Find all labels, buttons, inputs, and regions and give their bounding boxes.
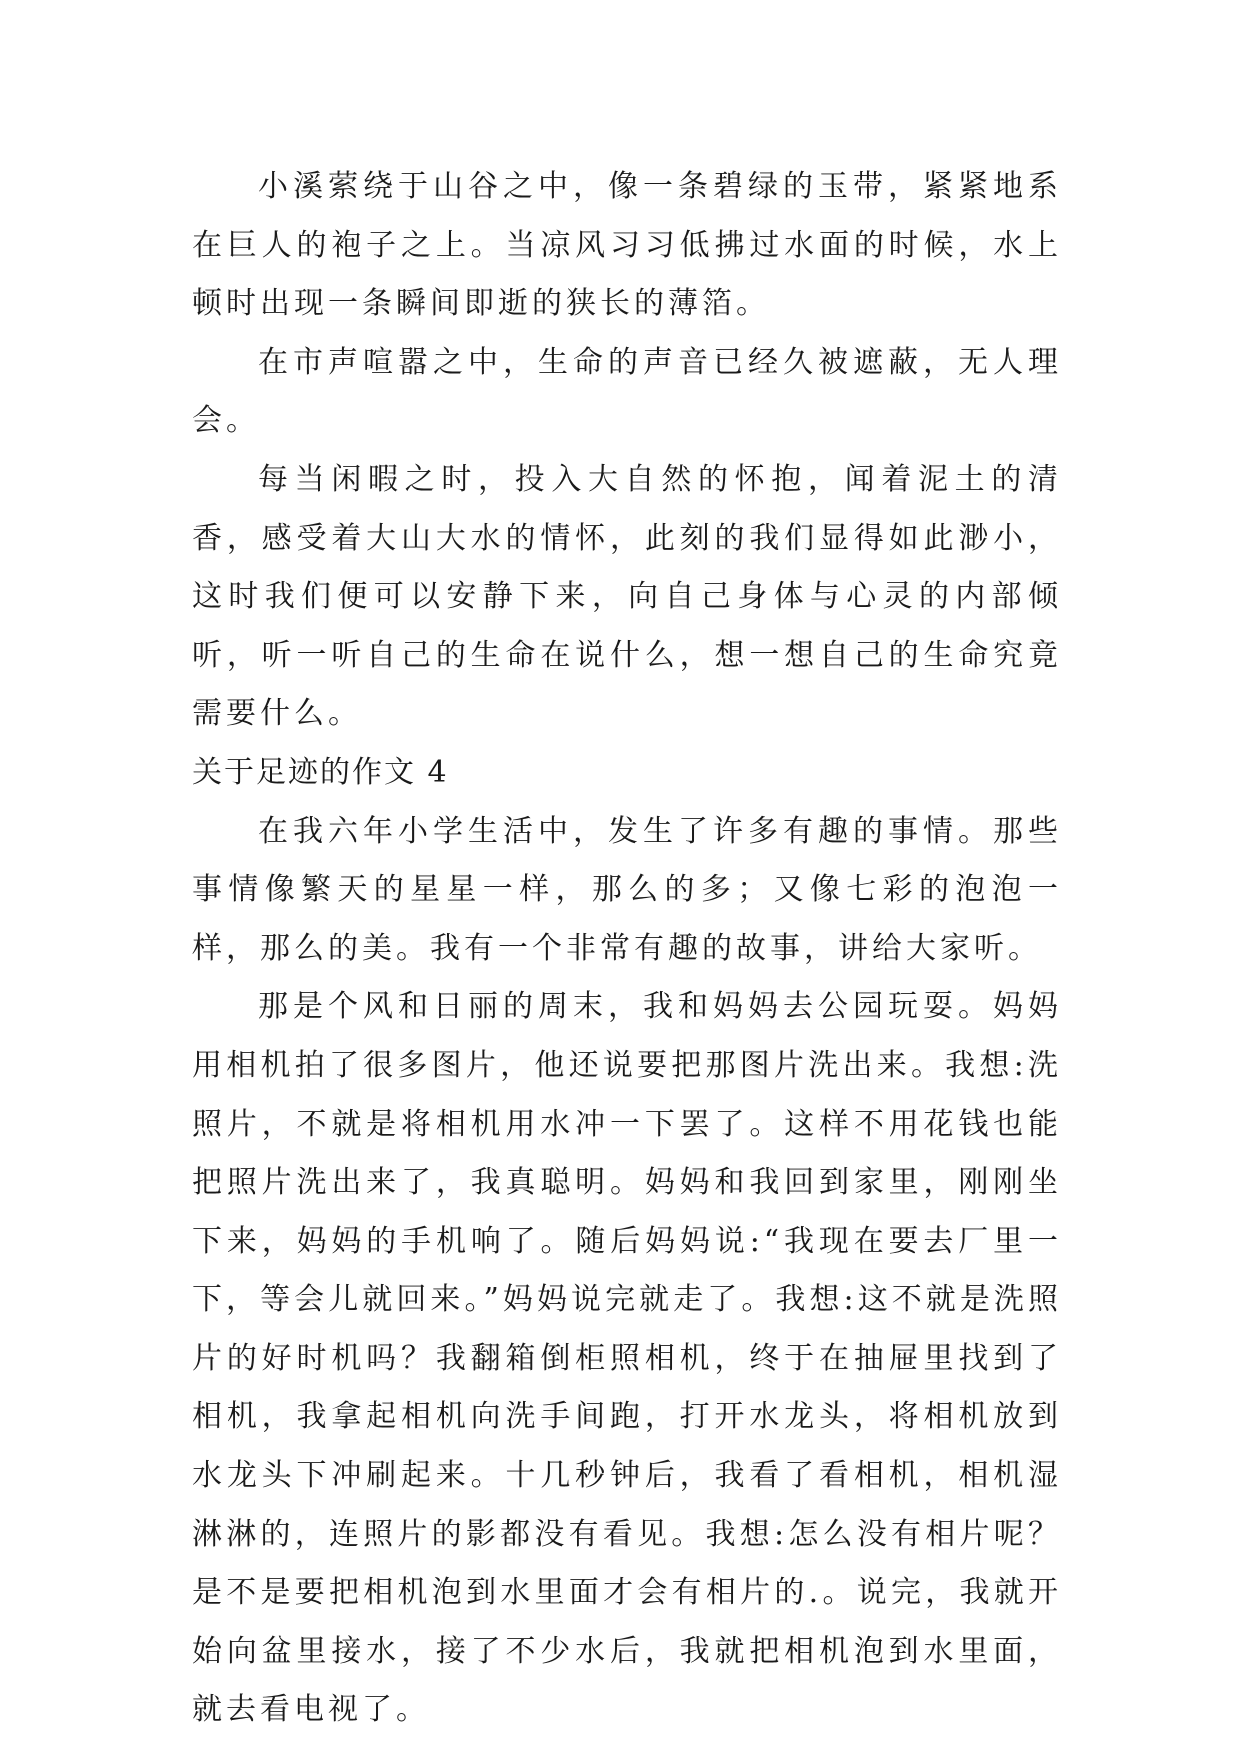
paragraph: 在市声喧嚣之中，生命的声音已经久被遮蔽，无人理会。 (192, 344, 1062, 439)
document-body (192, 158, 1062, 1740)
paragraph: 每当闲暇之时，投入大自然的怀抱，闻着泥土的清香，感受着大山大水的情怀，此刻的我们显得如此渺小，这时我们便可以安静下来，向自己身体与心灵的内部倾听，听一听自己的生命在说什么，想一想自己的生命究竟需要什么。 (192, 461, 1062, 732)
paragraph: 在我六年小学生活中，发生了许多有趣的事情。那些事情像繁天的星星一样，那么的多；又像七彩的泡泡一样，那么的美。我有一个非常有趣的故事，讲给大家听。 (192, 813, 1062, 966)
paragraph: 那是个风和日丽的周末，我和妈妈去公园玩耍。妈妈用相机拍了很多图片，他还说要把那图片洗出来。我想:洗照片，不就是将相机用水冲一下罢了。这样不用花钱也能把照片洗出来了，我真聪明。妈妈和我回到家里，刚刚坐下来，妈妈的手机响了。随后妈妈说:“我现在要去厂里一下，等会儿就回来。”妈妈说完就走了。我想:这不就是洗照片的好时机吗？我翻箱倒柜照相机，终于在抽屉里找到了相机，我拿起相机向洗手间跑，打开水龙头，将相机放到水龙头下冲刷起来。十几秒钟后，我看了看相机，相机湿淋淋的，连照片的影都没有看见。我想:怎么没有相片呢？是不是要把相机泡到水里面才会有相片的.。说完，我就开始向盆里接水，接了不少水后，我就把相机泡到水里面，就去看电视了。 (192, 989, 1062, 1728)
section-heading: 关于足迹的作文 4 (192, 754, 449, 790)
paragraph: 小溪萦绕于山谷之中，像一条碧绿的玉带，紧紧地系在巨人的袍子之上。当凉风习习低拂过水面的时候，水上顿时出现一条瞬间即逝的狭长的薄箔。 (192, 169, 1062, 322)
